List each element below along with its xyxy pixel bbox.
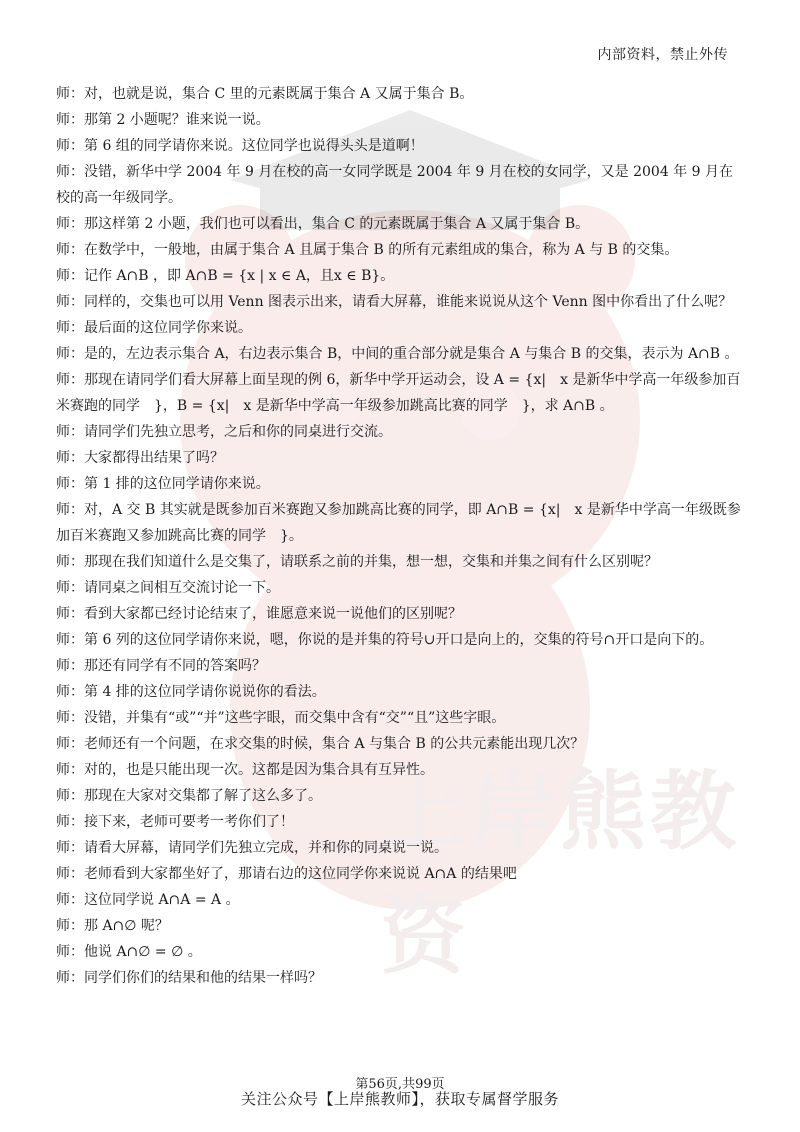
transcript-line: 师：没错，新华中学 2004 年 9 月在校的高一女同学既是 2004 年 9 月在校的女同学，又是 2004 年 9 月在校的高一年级同学。 (56, 164, 734, 206)
transcript-line: 师：那现在我们知道什么是交集了，请联系之前的并集，想一想，交集和并集之间有什么区别呢？ (56, 554, 658, 570)
transcript-line: 师：那这样第 2 小题，我们也可以看出，集合 C 的元素既属于集合 A 又属于集合 B。 (56, 216, 590, 232)
transcript-line: 师：是的，左边表示集合 A，右边表示集合 B，中间的重合部分就是集合 A 与集合 B 的交集，表示为 A∩B 。 (56, 346, 739, 362)
transcript-line: 师：那 A∩∅ 呢？ (56, 918, 169, 934)
transcript-line: 师：老师看到大家都坐好了，那请右边的这位同学你来说说 A∩A 的结果吧 (56, 866, 517, 882)
transcript-line: 师：第 4 排的这位同学请你说说你的看法。 (56, 684, 326, 700)
transcript-line: 师：同学们你们的结果和他的结果一样吗？ (56, 970, 322, 986)
transcript-line: 师：请同桌之间相互交流讨论一下。 (56, 580, 280, 596)
watermark-brand-text: 上岸熊教资 (380, 762, 740, 986)
transcript-line: 师：第 1 排的这位同学请你来说。 (56, 476, 270, 492)
transcript-line: 师：对，也就是说，集合 C 里的元素既属于集合 A 又属于集合 B。 (56, 86, 474, 102)
transcript-line: 师：那第 2 小题呢？谁来说一说。 (56, 112, 270, 128)
transcript-line: 师：这位同学说 A∩A = A 。 (56, 892, 240, 908)
transcript-line: 师：同样的，交集也可以用 Venn 图表示出来，请看大屏幕，谁能来说说从这个 Venn 图中你看出了什么呢？ (56, 294, 733, 310)
transcript-line: 师：那还有同学有不同的答案吗？ (56, 658, 266, 674)
transcript-line: 师：第 6 组的同学请你来说。这位同学也说得头头是道啊！ (56, 138, 424, 154)
transcript-line: 师：大家都得出结果了吗？ (56, 450, 224, 466)
transcript-line: 师：请同学们先独立思考，之后和你的同桌进行交流。 (56, 424, 392, 440)
transcript-line: 师：看到大家都已经讨论结束了，谁愿意来说一说他们的区别呢？ (56, 606, 462, 622)
transcript-line: 师：在数学中，一般地，由属于集合 A 且属于集合 B 的所有元素组成的集合，称为 A 与 B 的交集。 (56, 242, 679, 258)
transcript-line: 师：没错，并集有“或”“并”这些字眼，而交集中含有“交”“且”这些字眼。 (56, 710, 506, 726)
transcript-line: 师：最后面的这位同学你来说。 (56, 320, 252, 336)
transcript-line: 师：那现在请同学们看大屏幕上面呈现的例 6，新华中学开运动会，设 A = {x| x 是新华中学高一年级参加百米赛跑的同学 }，B = {x| x 是新华中学高一年级参加跳高比赛的同学 }，求 A∩B 。 (56, 372, 741, 414)
page-number: 第56页,共99页 (355, 1077, 445, 1092)
transcript-line: 师：记作 A∩B ，即 A∩B = {x | x ∈ A，且x ∈ B}。 (56, 268, 395, 284)
transcript-line: 师：老师还有一个问题，在求交集的时候，集合 A 与集合 B 的公共元素能出现几次？ (56, 736, 585, 752)
transcript-line: 师：他说 A∩∅ = ∅ 。 (56, 944, 202, 960)
transcript-line: 师：对的，也是只能出现一次。这都是因为集合具有互异性。 (56, 762, 434, 778)
transcript-line: 师：请看大屏幕，请同学们先独立完成，并和你的同桌说一说。 (56, 840, 448, 856)
confidential-note: 内部资料，禁止外传 (597, 47, 728, 63)
transcript-line: 师：第 6 列的这位同学请你来说，嗯，你说的是并集的符号∪开口是向上的，交集的符号∩开口是向下的。 (56, 632, 714, 648)
transcript-line: 师：那现在大家对交集都了解了这么多了。 (56, 788, 322, 804)
footer-promo: 关注公众号【上岸熊教师】，获取专属督学服务 (240, 1090, 559, 1108)
transcript-line: 师：接下来，老师可要考一考你们了！ (56, 814, 294, 830)
transcript-line: 师：对，A 交 B 其实就是既参加百米赛跑又参加跳高比赛的同学，即 A∩B = {x| x 是新华中学高一年级既参加百米赛跑又参加跳高比赛的同学 }。 (56, 502, 741, 544)
lesson-transcript (56, 81, 746, 991)
